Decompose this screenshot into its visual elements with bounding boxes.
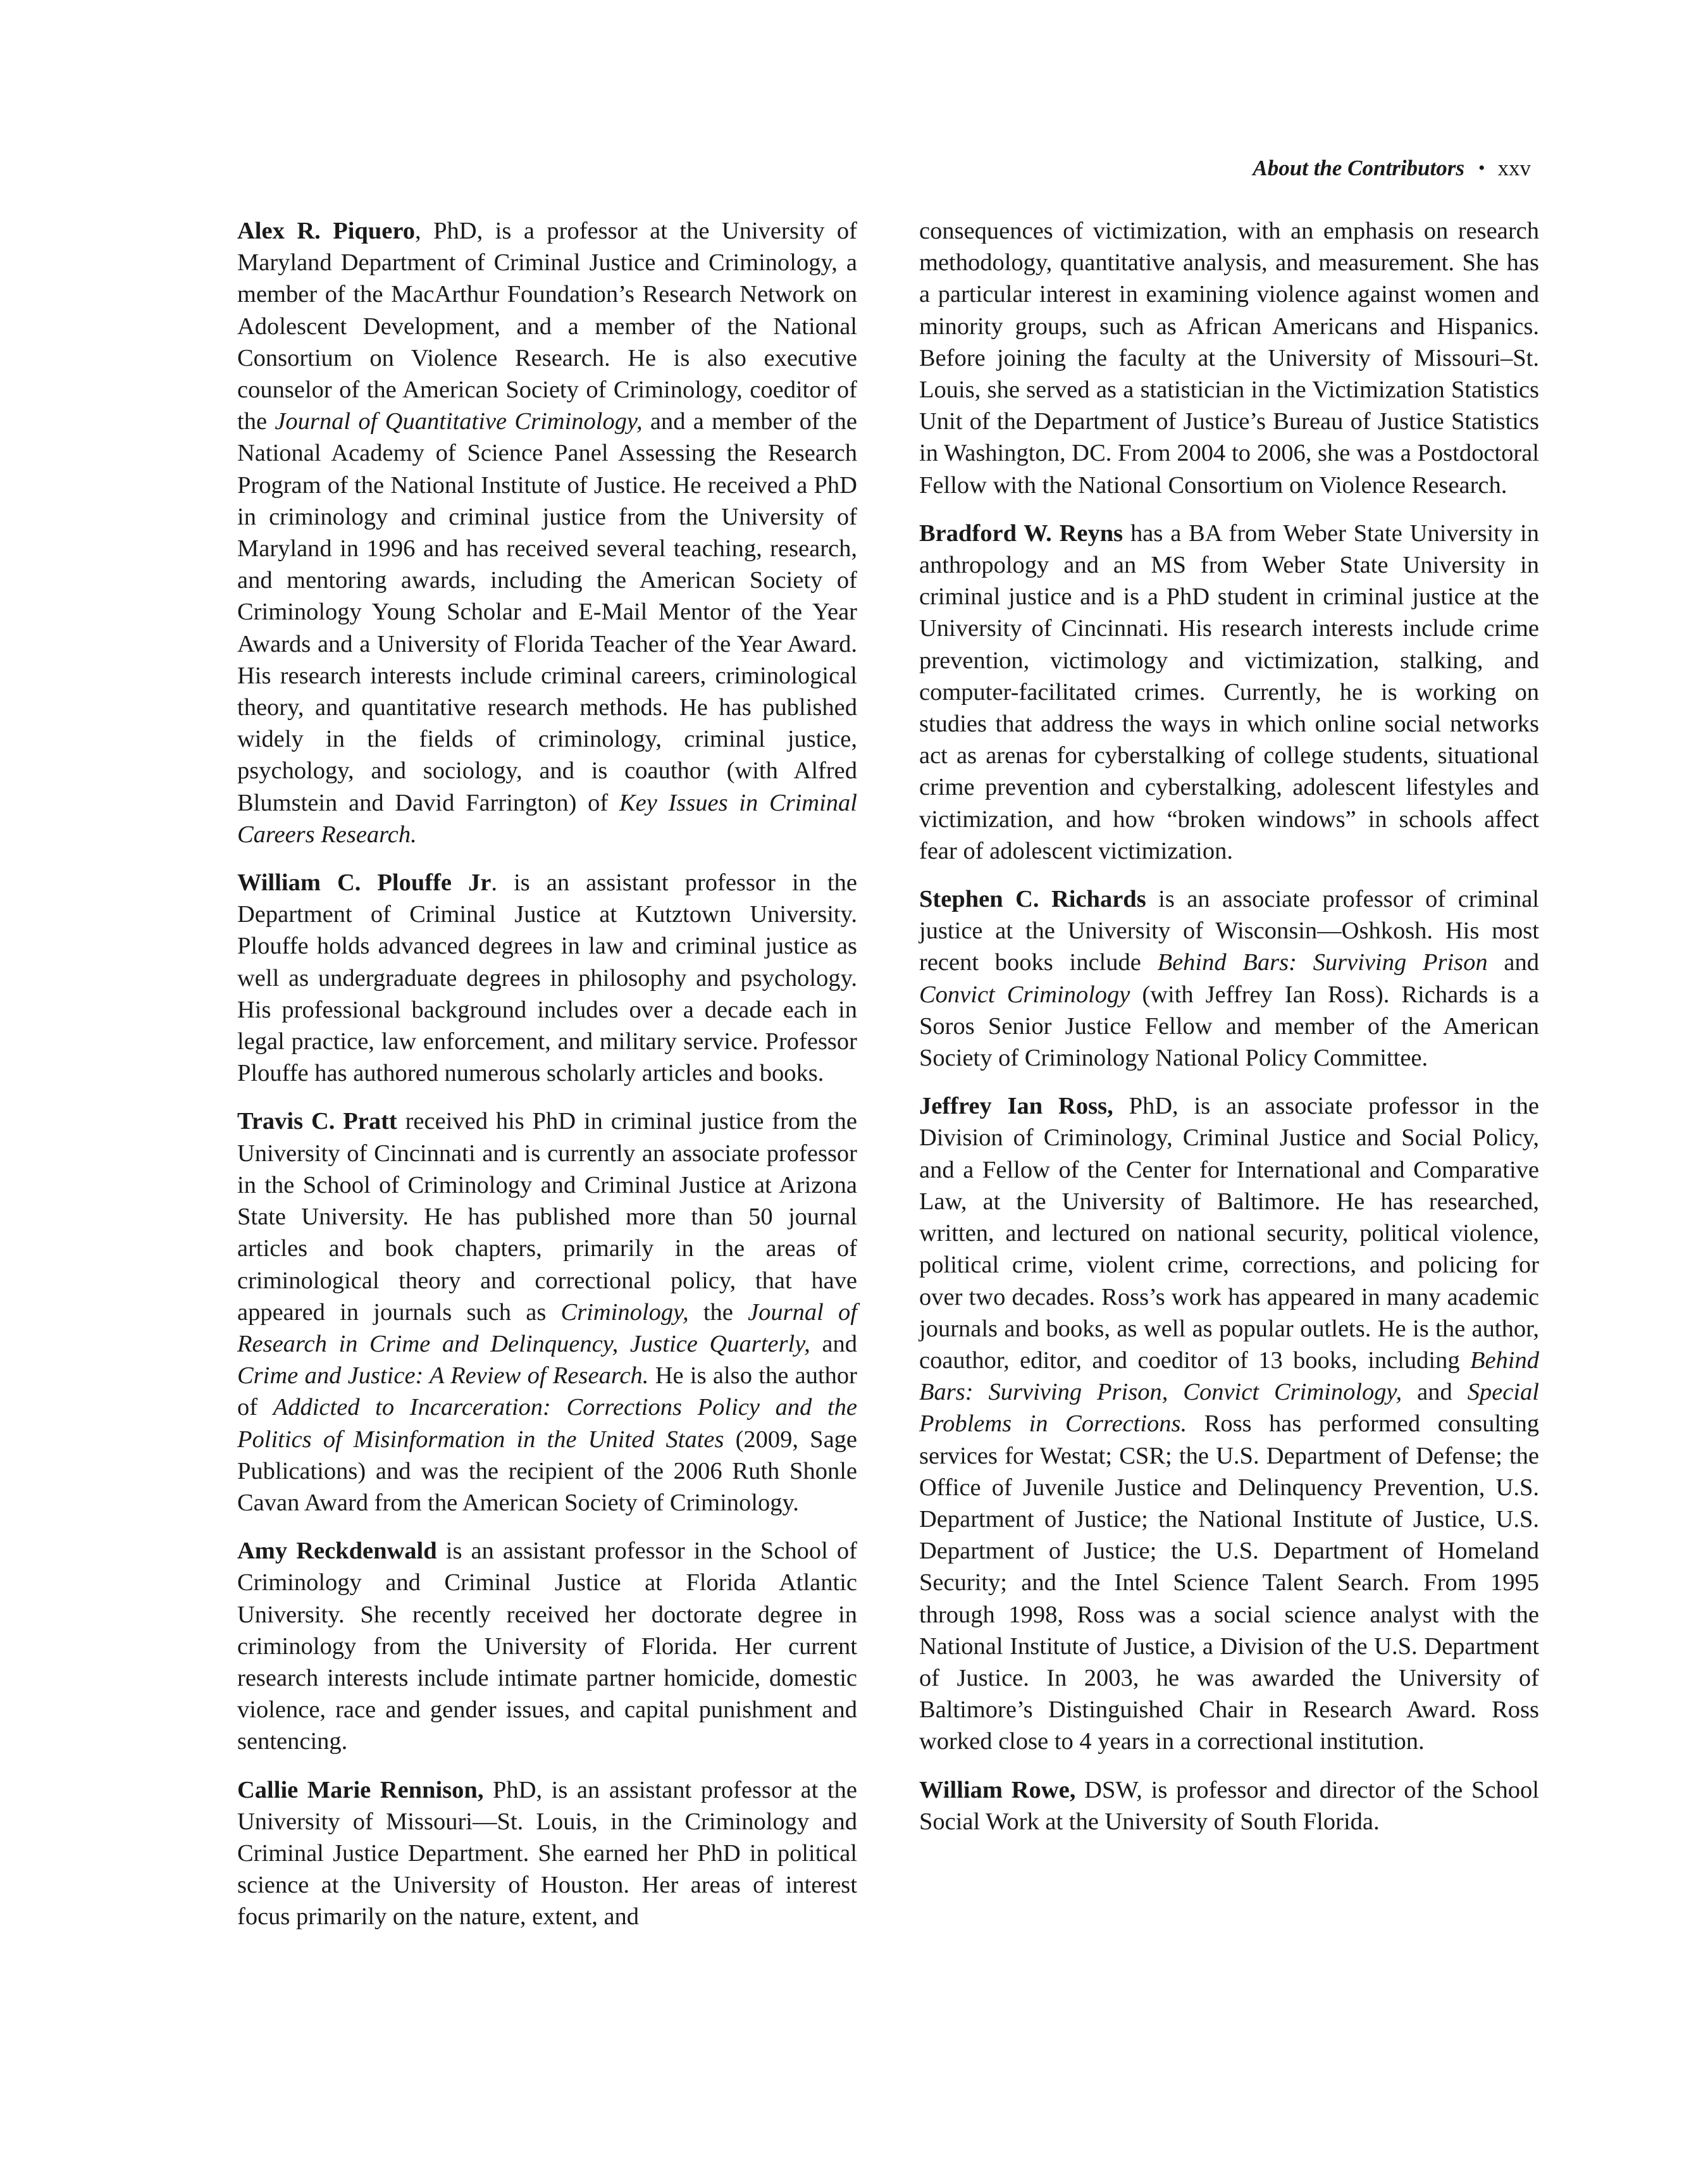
contributor-bio: [237, 1105, 857, 1519]
bio-text: Ross has performed consulting services for Westat; CSR; the U.S. Department of Defense; the Office of Juvenile Justice and Delinquency Prevention, U.S. Department of Justice; the National Institute of Justice, U.S. Department of Justice; the U.S. Department of Homeland Security; and the Intel Science Talent Search. From 1995 through 1998, Ross was a social science analyst with the National Institute of Justice, a Division of the U.S. Department of Justice. In 2003, he was awarded the University of Baltimore’s Distinguished Chair in Research Award. Ross worked close to 4 years in a correctional institution.: [919, 1410, 1539, 1755]
contributor-name: Travis C. Pratt: [237, 1108, 397, 1135]
contributor-bio: [919, 883, 1539, 1074]
bio-text: consequences of victimization, with an emphasis on research methodology, quantitative analysis, and measurement. She has a particular interest in examining violence against women and minority groups, such as African Americans and Hispanics. Before joining the faculty at the University of Missouri–St. Louis, she served as a statistician in the Victimization Statistics Unit of the Department of Justice’s Bureau of Justice Statistics in Washington, DC. From 2004 to 2006, she was a Postdoctoral Fellow with the National Consortium on Violence Research.: [919, 218, 1539, 499]
contributor-name: Bradford W. Reyns: [919, 519, 1123, 547]
bio-text: and: [810, 1330, 857, 1357]
contributor-bio: [919, 1774, 1539, 1838]
publication-title: Crime and Justice: A Review of Research.: [237, 1362, 649, 1390]
contributor-name: William C. Plouffe Jr: [237, 869, 492, 897]
bio-text: and a member of the National Academy of Science Panel Assessing the Research Program of the National Institute of Justice. He received a PhD in criminology and criminal justice from the University of Maryland in 1996 and has received several teaching, research, and mentoring awards, including the American Society of Criminology Young Scholar and E-Mail Mentor of the Year Awards and a University of Florida Teacher of the Year Award. His research interests include criminal careers, criminological theory, and quantitative research methods. He has published widely in the fields of criminology, criminal justice, psychology, and sociology, and is coauthor (with Alfred Blumstein and David Farrington) of: [237, 408, 858, 816]
contributor-name: Callie Marie Rennison,: [237, 1776, 484, 1803]
bio-text: and: [1402, 1379, 1468, 1406]
publication-title: Addicted to Incarceration: Corrections Policy and the Politics of Misinformation in the United States: [237, 1394, 857, 1453]
contributor-bio: [919, 215, 1539, 501]
bio-text: , PhD, is a professor at the University of Maryland Department of Criminal Justice and Criminology, a member of the MacArthur Foundation’s Research Network on Adolescent Development, and a member of the National Consortium on Violence Research. He is also executive counselor of the American Society of Criminology, coeditor of the: [237, 218, 857, 435]
publication-title: Criminology,: [560, 1298, 689, 1326]
contributor-name: Amy Reckdenwald: [237, 1538, 437, 1565]
bio-text: and: [1487, 949, 1539, 976]
page-number: xxv: [1497, 156, 1531, 180]
bio-text: (2009, Sage Publications) and was the recipient of the 2006 Ruth Shonle Cavan Award from the American Society of Criminology.: [237, 1426, 857, 1516]
bio-text: PhD, is an associate professor in the Division of Criminology, Criminal Justice and Social Policy, and a Fellow of the Center for International and Comparative Law, at the University of Baltimore. He has researched, written, and lectured on national security, political violence, political crime, violent crime, corrections, and policing for over two decades. Ross’s work has appeared in many academic journals and books, as well as popular outlets. He is the author, coauthor, editor, and coeditor of 13 books, including: [919, 1093, 1540, 1374]
publication-title: Behind Bars: Surviving Prison: [1157, 949, 1488, 976]
bio-text: is an associate professor of criminal justice at the University of Wisconsin—Oshkosh. His most recent books include: [919, 886, 1539, 976]
bio-text: has a BA from Weber State University in anthropology and an MS from Weber State University in criminal justice and is a PhD student in criminal justice at the University of Cincinnati. His research interests include crime prevention, victimology and victimization, stalking, and computer-facilitated crimes. Currently, he is working on studies that address the ways in which online social networks act as arenas for cyberstalking of college students, situational crime prevention and cyberstalking, adolescent lifestyles and victimization, and how “broken windows” in schools affect fear of adolescent victimization.: [919, 519, 1539, 864]
bio-text: (with Jeffrey Ian Ross). Richards is a Soros Senior Justice Fellow and member of the American Society of Criminology National Policy Committee.: [919, 981, 1539, 1072]
bio-text: is an assistant professor in the School of Criminology and Criminal Justice at Florida Atlantic University. She recently received her doctorate degree in criminology from the University of Florida. Her current research interests include intimate partner homicide, domestic violence, race and gender issues, and capital punishment and sentencing.: [237, 1538, 858, 1755]
contributor-name: Jeffrey Ian Ross,: [919, 1093, 1113, 1120]
publication-title: Convict Criminology: [919, 981, 1130, 1008]
contributor-name: Alex R. Piquero: [237, 218, 415, 244]
publication-title: Journal of Quantitative Criminology,: [275, 408, 643, 435]
publication-title: Key Issues in Criminal Careers Research.: [237, 789, 858, 848]
bio-text: received his PhD in criminal justice from the University of Cincinnati and is currently an associate professor in the School of Criminology and Criminal Justice at Arizona State University. He has published more than 50 journal articles and book chapters, primarily in the areas of criminological theory and correctional policy, that have appeared in journals such as: [237, 1108, 858, 1326]
running-head-title: About the Contributors: [1253, 156, 1464, 180]
bullet-separator: •: [1478, 158, 1485, 178]
contributor-bio: [919, 518, 1539, 867]
contributor-bio: [919, 1090, 1539, 1757]
contributor-bio: [237, 1774, 857, 1933]
right-column: [919, 215, 1539, 1854]
publication-title: Journal of Research in Crime and Delinquency, Justice Quarterly,: [237, 1298, 857, 1357]
bio-text: PhD, is an assistant professor at the University of Missouri—St. Louis, in the Criminology and Criminal Justice Department. She earned her PhD in political science at the University of Houston. Her areas of interest focus primarily on the nature, extent, and: [237, 1776, 857, 1931]
contributor-bio: [237, 1535, 857, 1757]
bio-text: the: [688, 1298, 748, 1326]
running-head: [1253, 157, 1531, 179]
contributor-name: William Rowe,: [919, 1776, 1076, 1803]
publication-title: Behind Bars: Surviving Prison, Convict Criminology,: [919, 1346, 1539, 1406]
contributor-bio: [237, 215, 857, 850]
contributor-name: Stephen C. Richards: [919, 886, 1146, 913]
left-column: [237, 215, 857, 1950]
publication-title: Special Problems in Corrections.: [919, 1379, 1539, 1438]
bio-text: He is also the author of: [237, 1362, 858, 1421]
bio-text: DSW, is professor and director of the School Social Work at the University of South Florida.: [919, 1776, 1539, 1835]
contributor-bio: [237, 867, 857, 1089]
bio-text: . is an assistant professor in the Department of Criminal Justice at Kutztown University. Plouffe holds advanced degrees in law and criminal justice as well as undergraduate degrees in philosophy and psychology. His professional background includes over a decade each in legal practice, law enforcement, and military service. Professor Plouffe has authored numerous scholarly articles and books.: [237, 869, 857, 1087]
